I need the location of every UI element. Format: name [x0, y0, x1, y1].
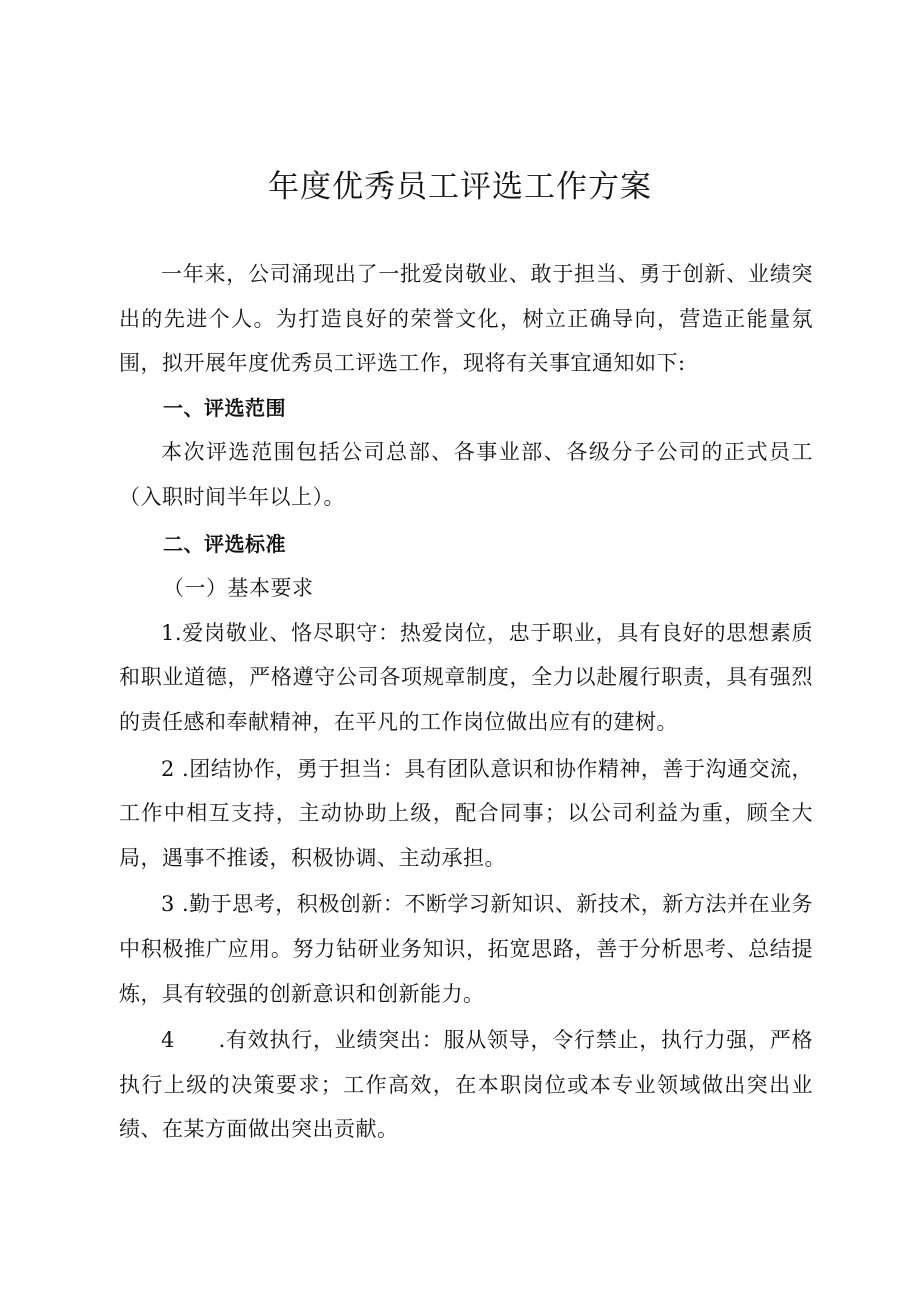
intro-paragraph: 一年来，公司涌现出了一批爱岗敬业、敢于担当、勇于创新、业绩突出的先进个人。为打造良好的荣誉文化，树立正确导向，营造正能量氛围，拟开展年度优秀员工评选工作，现将有关事宜通知如下: — [119, 262, 813, 376]
section-heading-scope: 一、评选范围 — [163, 395, 286, 420]
document-title: 年度优秀员工评选工作方案 — [268, 169, 652, 205]
document-body — [119, 252, 813, 1152]
criteria-item-2: 2 .团结协作，勇于担当：具有团队意识和协作精神，善于沟通交流，工作中相互支持，主动协助上级，配合同事；以公司利益为重，顾全大局，遇事不推诿，积极协调、主动承担。 — [119, 756, 813, 870]
section-heading-criteria: 二、评选标准 — [163, 531, 286, 556]
scope-paragraph: 本次评选范围包括公司总部、各事业部、各级分子公司的正式员工（入职时间半年以上）。 — [119, 440, 813, 509]
criteria-item-4: 4 .有效执行，业绩突出：服从领导，令行禁止，执行力强，严格执行上级的决策要求；工作高效，在本职岗位或本专业领域做出突出业绩、在某方面做出突出贡献。 — [119, 1028, 813, 1142]
criteria-item-1: 1.爱岗敬业、恪尽职守：热爱岗位，忠于职业，具有良好的思想素质和职业道德，严格遵守公司各项规章制度，全力以赴履行职责，具有强烈的责任感和奉献精神，在平凡的工作岗位做出应有的建树。 — [119, 620, 813, 734]
criteria-item-3: 3 .勤于思考，积极创新：不断学习新知识、新技术，新方法并在业务中积极推广应用。努力钻研业务知识，拓宽思路，善于分析思考、总结提炼，具有较强的创新意识和创新能力。 — [119, 892, 813, 1006]
subheading-basic-requirements: （一）基本要求 — [163, 576, 314, 601]
